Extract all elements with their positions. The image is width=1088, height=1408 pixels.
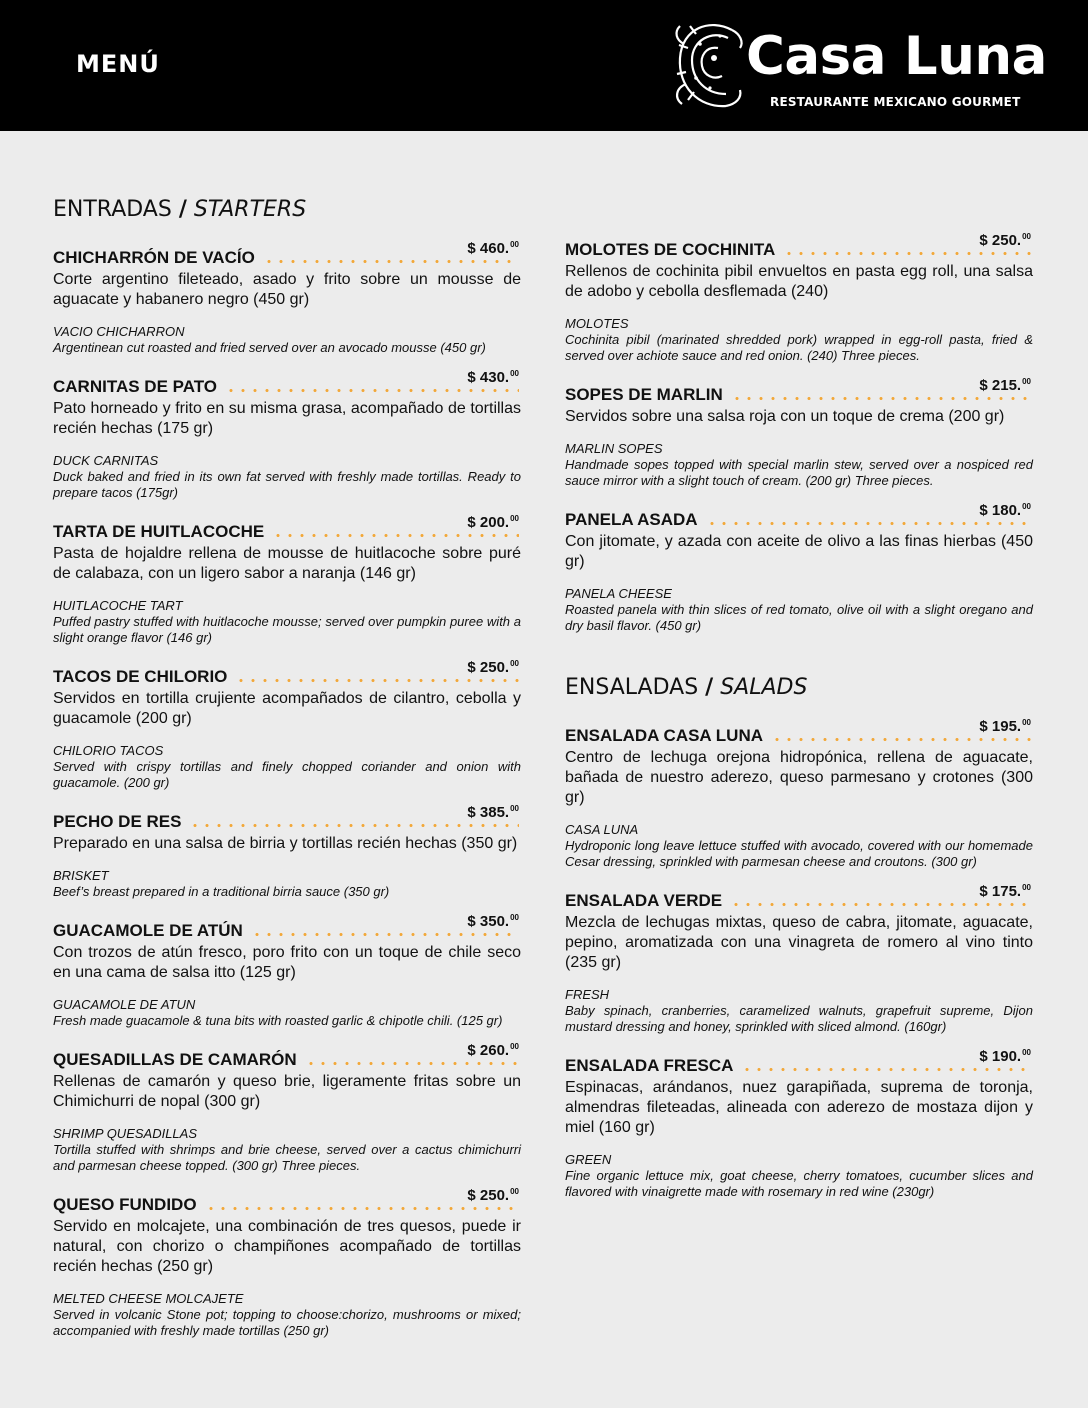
dot-leader [263, 260, 519, 263]
item-english-name: PANELA CHEESE [565, 586, 672, 601]
menu-item [53, 236, 521, 356]
item-english-name: DUCK CARNITAS [53, 453, 159, 468]
item-description: Mezcla de lechugas mixtas, queso de cabra, jitomate, aguacate, pepino, aromatizada con una vinagreta de romero al vino tinto (235 gr) [565, 914, 1033, 971]
item-name: CARNITAS DE PATO [53, 377, 218, 396]
section-title-entradas: ENTRADAS / STARTERS [53, 197, 307, 222]
item-description: Pato horneado y frito en su misma grasa, acompañado de tortillas recién hechas (175 gr) [53, 400, 521, 437]
dot-leader [305, 1062, 519, 1065]
item-price: $ 250.00 [467, 1187, 519, 1204]
item-price: $ 260.00 [467, 1042, 519, 1059]
left-column [53, 196, 521, 1339]
item-name: TARTA DE HUITLACOCHE [53, 522, 265, 541]
item-price: $ 190.00 [979, 1048, 1031, 1065]
item-name: GUACAMOLE DE ATÚN [53, 921, 243, 940]
item-price: $ 175.00 [979, 883, 1031, 900]
dot-leader [225, 389, 519, 392]
item-english-description: Served in volcanic Stone pot; topping to choose:chorizo, mushrooms or mixed; accompanied with freshly made tortillas (250 gr) [53, 1307, 521, 1338]
menu-item [53, 1038, 521, 1174]
dot-leader [741, 1068, 1031, 1071]
item-english-description: Beef’s breast prepared in a traditional birria sauce (350 gr) [53, 884, 390, 899]
item-description: Servidos sobre una salsa roja con un toque de crema (200 gr) [565, 408, 1005, 425]
dot-leader [205, 1207, 519, 1210]
item-description: Con trozos de atún fresco, poro frito con un toque de chile seco en una cama de salsa itto (125 gr) [53, 944, 521, 981]
item-price: $ 350.00 [467, 913, 519, 930]
item-name: CHICHARRÓN DE VACÍO [53, 248, 255, 267]
item-name: ENSALADA FRESCA [565, 1056, 734, 1075]
item-name: PECHO DE RES [53, 812, 182, 831]
item-english-name: HUITLACOCHE TART [53, 598, 183, 613]
item-english-name: MOLOTES [565, 316, 629, 331]
menu-item [53, 365, 521, 501]
header-bar [0, 0, 1088, 131]
dot-leader [730, 903, 1031, 906]
item-description: Espinacas, arándanos, nuez garapiñada, suprema de toronja, almendras fileteadas, alineada con aderezo de mostaza dijon y miel (160 gr) [565, 1079, 1033, 1136]
item-description: Corte argentino fileteado, asado y frito sobre un mousse de aguacate y habanero negro (450 gr) [53, 271, 521, 308]
item-description: Centro de lechuga orejona hidropónica, rellena de aguacate, bañada de nuestro aderezo, queso parmesano y crotones (300 gr) [565, 749, 1033, 806]
item-english-name: MARLIN SOPES [565, 441, 663, 456]
menu-item [53, 800, 521, 900]
menu-item [565, 879, 1033, 1035]
right-column [565, 228, 1033, 1200]
dot-leader [235, 679, 519, 682]
item-english-description: Duck baked and fried in its own fat served with freshly made tortillas. Ready to prepare tacos (175gr) [53, 469, 521, 500]
menu-item [53, 909, 521, 1029]
item-description: Rellenas de camarón y queso brie, ligeramente fritas sobre un Chimichurri de nopal (300 gr) [53, 1073, 521, 1110]
item-english-description: Argentinean cut roasted and fried served over an avocado mousse (450 gr) [53, 340, 486, 355]
menu-item [565, 714, 1033, 870]
dot-leader [731, 397, 1031, 400]
brand-subtitle: RESTAURANTE MEXICANO GOURMET [770, 95, 1021, 109]
item-price: $ 200.00 [467, 514, 519, 531]
item-price: $ 195.00 [979, 718, 1031, 735]
item-name: TACOS DE CHILORIO [53, 667, 228, 686]
item-english-name: BRISKET [53, 868, 109, 883]
item-english-description: Fine organic lettuce mix, goat cheese, cherry tomatoes, cucumber slices and flavored with vinaigrette made with rosemary in red wine (230gr) [565, 1168, 1033, 1199]
item-english-name: GREEN [565, 1152, 612, 1167]
dot-leader [706, 522, 1031, 525]
item-english-name: FRESH [565, 987, 610, 1002]
item-name: PANELA ASADA [565, 510, 698, 529]
dot-leader [771, 738, 1031, 741]
item-english-name: MELTED CHEESE MOLCAJETE [53, 1291, 244, 1306]
item-english-name: GUACAMOLE DE ATUN [53, 997, 196, 1012]
item-english-description: Puffed pastry stuffed with huitlacoche mousse; served over pumpkin puree with a slight orange flavor (146 gr) [53, 614, 521, 645]
item-description: Rellenos de cochinita pibil envueltos en pasta egg roll, una salsa de adobo y cebolla desflemada (240) [565, 263, 1033, 300]
menu-item [565, 1044, 1033, 1200]
menu-item [565, 373, 1033, 489]
item-description: Servido en molcajete, una combinación de tres quesos, puede ir natural, con chorizo o champiñones acompañado de tortillas recién hechas (250 gr) [53, 1218, 521, 1275]
item-name: QUESO FUNDIDO [53, 1195, 197, 1214]
menu-label: MENÚ [76, 50, 160, 78]
item-price: $ 215.00 [979, 377, 1031, 394]
item-description: Con jitomate, y azada con aceite de olivo a las finas hierbas (450 gr) [565, 533, 1033, 570]
item-english-description: Handmade sopes topped with special marlin stew, served over a nospiced red sauce mirror with a slight touch of cream. (200 gr) Three pieces. [565, 457, 1033, 488]
dot-leader [272, 534, 519, 537]
item-english-name: CHILORIO TACOS [53, 743, 164, 758]
menu-item [565, 228, 1033, 364]
dot-leader [189, 824, 519, 827]
menu-item [53, 1183, 521, 1339]
item-description: Servidos en tortilla crujiente acompañados de cilantro, cebolla y guacamole (200 gr) [53, 690, 521, 727]
item-price: $ 430.00 [467, 369, 519, 386]
item-name: QUESADILLAS DE CAMARÓN [53, 1050, 297, 1069]
item-name: ENSALADA VERDE [565, 891, 723, 910]
item-price: $ 180.00 [979, 502, 1031, 519]
item-english-description: Roasted panela with thin slices of red tomato, olive oil with a slight oregano and dry basil flavor. (450 gr) [565, 602, 1033, 633]
item-price: $ 460.00 [467, 240, 519, 257]
ornate-serpent-logo-icon [670, 14, 752, 116]
menu-item [53, 655, 521, 791]
item-english-description: Baby spinach, cranberries, caramelized walnuts, grapefruit supreme, Dijon mustard dressing and honey, sprinkled with sliced almond. (160gr) [565, 1003, 1033, 1034]
section-title-ensaladas: ENSALADAS / SALADS [565, 675, 808, 700]
dot-leader [783, 252, 1031, 255]
item-price: $ 385.00 [467, 804, 519, 821]
brand-name: Casa Luna [746, 26, 1047, 87]
item-english-description: Fresh made guacamole & tuna bits with roasted garlic & chipotle chili. (125 gr) [53, 1013, 503, 1028]
item-english-description: Hydroponic long leave lettuce stuffed with avocado, covered with our homemade Cesar dressing, sprinkled with parmesan cheese and croutons. (300 gr) [565, 838, 1033, 869]
item-description: Preparado en una salsa de birria y tortillas recién hechas (350 gr) [53, 835, 518, 852]
item-name: SOPES DE MARLIN [565, 385, 723, 404]
item-english-description: Served with crispy tortillas and finely chopped coriander and onion with guacamole. (200 gr) [53, 759, 521, 790]
item-price: $ 250.00 [467, 659, 519, 676]
item-english-name: CASA LUNA [565, 822, 639, 837]
item-name: ENSALADA CASA LUNA [565, 726, 764, 745]
item-english-name: SHRIMP QUESADILLAS [53, 1126, 198, 1141]
item-english-description: Cochinita pibil (marinated shredded pork) wrapped in egg-roll pasta, fried & served over achiote sauce and red onion. (240) Three pieces. [565, 332, 1033, 363]
item-english-name: VACIO CHICHARRON [53, 324, 185, 339]
item-name: MOLOTES DE COCHINITA [565, 240, 776, 259]
item-description: Pasta de hojaldre rellena de mousse de huitlacoche sobre puré de calabaza, con un ligero sabor a naranja (146 gr) [53, 545, 521, 582]
menu-item [565, 498, 1033, 634]
item-english-description: Tortilla stuffed with shrimps and brie cheese, served over a cactus chimichurri and parmesan cheese topped. (300 gr) Three pieces. [53, 1142, 521, 1173]
dot-leader [251, 933, 519, 936]
menu-item [53, 510, 521, 646]
item-price: $ 250.00 [979, 232, 1031, 249]
